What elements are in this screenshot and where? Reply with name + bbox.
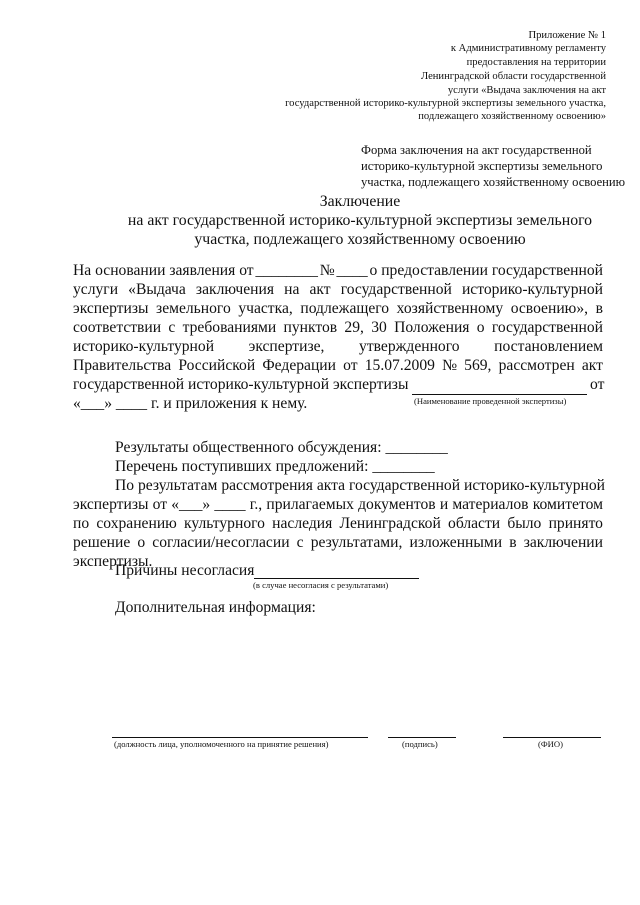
justified-line	[73, 300, 603, 319]
word: в	[595, 300, 603, 317]
word: материалов	[452, 496, 529, 513]
word: 30	[371, 319, 387, 336]
word: Положения	[394, 319, 470, 336]
date-blank: ________	[255, 262, 318, 279]
appendix-line: Приложение № 1	[528, 30, 606, 41]
word: подлежащего	[300, 300, 390, 317]
word: 15.07.2009	[364, 357, 435, 374]
text: На основании заявления от	[73, 262, 254, 279]
word: принято	[548, 515, 603, 532]
disagreement-note: (в случае несогласия с результатами)	[253, 580, 389, 590]
word: экспертизы	[73, 496, 149, 513]
word: и	[439, 496, 449, 513]
proposals-line: Перечень поступивших предложений: ________	[115, 458, 435, 475]
appendix-line: к Административному регламенту	[450, 43, 606, 54]
word: историко-культурной	[73, 338, 215, 355]
word: участка,	[238, 300, 293, 317]
name-caption: (ФИО)	[538, 739, 563, 749]
public-discussion-line: Результаты общественного обсуждения: ________	[115, 439, 448, 456]
form-caption-line: участка, подлежащего хозяйственному освоению	[361, 175, 626, 189]
decision-end-line: экспертизы.	[73, 553, 153, 570]
word: «Выдача	[128, 281, 186, 298]
word: Российской	[178, 357, 256, 374]
word: от	[152, 496, 168, 513]
word: государственной	[491, 319, 603, 336]
word: результатами,	[310, 534, 403, 551]
word: было	[507, 515, 542, 532]
word: изложенными	[409, 534, 503, 551]
word: Федерации	[262, 357, 336, 374]
word: документов	[358, 496, 436, 513]
word: требованиями	[182, 319, 277, 336]
title-line: Заключение	[319, 193, 401, 210]
appendix-line: подлежащего хозяйственному освоению»	[418, 111, 606, 122]
word: «___»	[171, 496, 211, 513]
expertise-name-note: (Наименование проведенной экспертизы)	[414, 396, 567, 406]
word: акт	[309, 281, 331, 298]
word: по	[73, 515, 90, 532]
word: пунктов	[283, 319, 338, 336]
form-caption-line: историко-культурной экспертизы земельного	[361, 159, 603, 173]
word: постановлением	[494, 338, 603, 355]
word: г.,	[249, 496, 263, 513]
expertise-name-blank	[412, 394, 587, 395]
form-caption-line: Форма заключения на акт государственной	[361, 143, 592, 157]
appendix-line: государственной историко-культурной экспертизы земельного участка,	[285, 98, 606, 109]
text: о предоставлении государственной	[369, 262, 603, 279]
word: от	[343, 357, 358, 374]
justified-line	[73, 281, 603, 300]
appendix-line: предоставления на территории	[466, 57, 606, 68]
word: заключении	[523, 534, 603, 551]
expertise-line-end: от	[590, 376, 605, 393]
word: о	[137, 534, 146, 551]
word: экспертизы	[73, 300, 149, 317]
disagreement-blank	[254, 578, 419, 579]
name-line	[503, 737, 601, 738]
word: области	[448, 515, 501, 532]
justified-line	[73, 262, 603, 281]
decision-line: По результатам рассмотрения акта государственной историко-культурной	[115, 477, 606, 494]
word: 569,	[464, 357, 492, 374]
word: сохранению	[96, 515, 177, 532]
justified-line	[73, 515, 603, 534]
word: в	[509, 534, 517, 551]
word: с	[296, 534, 304, 551]
word: о	[476, 319, 485, 336]
word: согласии/несогласии	[152, 534, 290, 551]
signature-caption: (подпись)	[402, 739, 438, 749]
word: на	[284, 281, 300, 298]
word: государственной	[340, 281, 452, 298]
expertise-line-text: государственной историко-культурной экспертизы	[73, 376, 409, 393]
word: 29,	[344, 319, 364, 336]
justified-line	[73, 496, 603, 515]
justified-line	[73, 534, 603, 553]
title-line: на акт государственной историко-культурной экспертизы земельного	[127, 212, 593, 229]
word: историко-культурной	[461, 281, 603, 298]
appendix-line: Ленинградской области государственной	[420, 71, 606, 82]
word: рассмотрен	[498, 357, 575, 374]
date-line: «___» ____ г. и приложения к нему.	[73, 395, 308, 412]
word: освоению»,	[510, 300, 589, 317]
word: Ленинградской	[339, 515, 441, 532]
word: прилагаемых	[266, 496, 354, 513]
appendix-line: услуги «Выдача заключения на акт	[447, 85, 606, 96]
position-line	[112, 737, 368, 738]
word: земельного	[156, 300, 231, 317]
disagreement-label: Причины несогласия	[115, 562, 255, 579]
justified-line	[73, 338, 603, 357]
justified-line	[73, 319, 603, 338]
additional-info-label: Дополнительная информация:	[115, 599, 316, 616]
signature-line	[388, 737, 456, 738]
word: комитетом	[532, 496, 603, 513]
word: акт	[581, 357, 603, 374]
word: наследия	[272, 515, 333, 532]
word: экспертизе,	[248, 338, 325, 355]
word: культурного	[184, 515, 265, 532]
word: услуги	[73, 281, 119, 298]
word: с	[168, 319, 176, 336]
word: заключения	[195, 281, 275, 298]
word: утвержденного	[359, 338, 460, 355]
word: ____	[214, 496, 246, 513]
title-line: участка, подлежащего хозяйственному освоению	[194, 231, 526, 248]
word: №	[442, 357, 457, 374]
position-caption: (должность лица, уполномоченного на принятие решения)	[114, 739, 329, 749]
word: хозяйственному	[396, 300, 504, 317]
word: соответствии	[73, 319, 162, 336]
justified-line	[73, 357, 603, 376]
word: решение	[73, 534, 131, 551]
text: №	[319, 262, 335, 279]
number-blank: ____	[336, 262, 368, 279]
word: Правительства	[73, 357, 172, 374]
